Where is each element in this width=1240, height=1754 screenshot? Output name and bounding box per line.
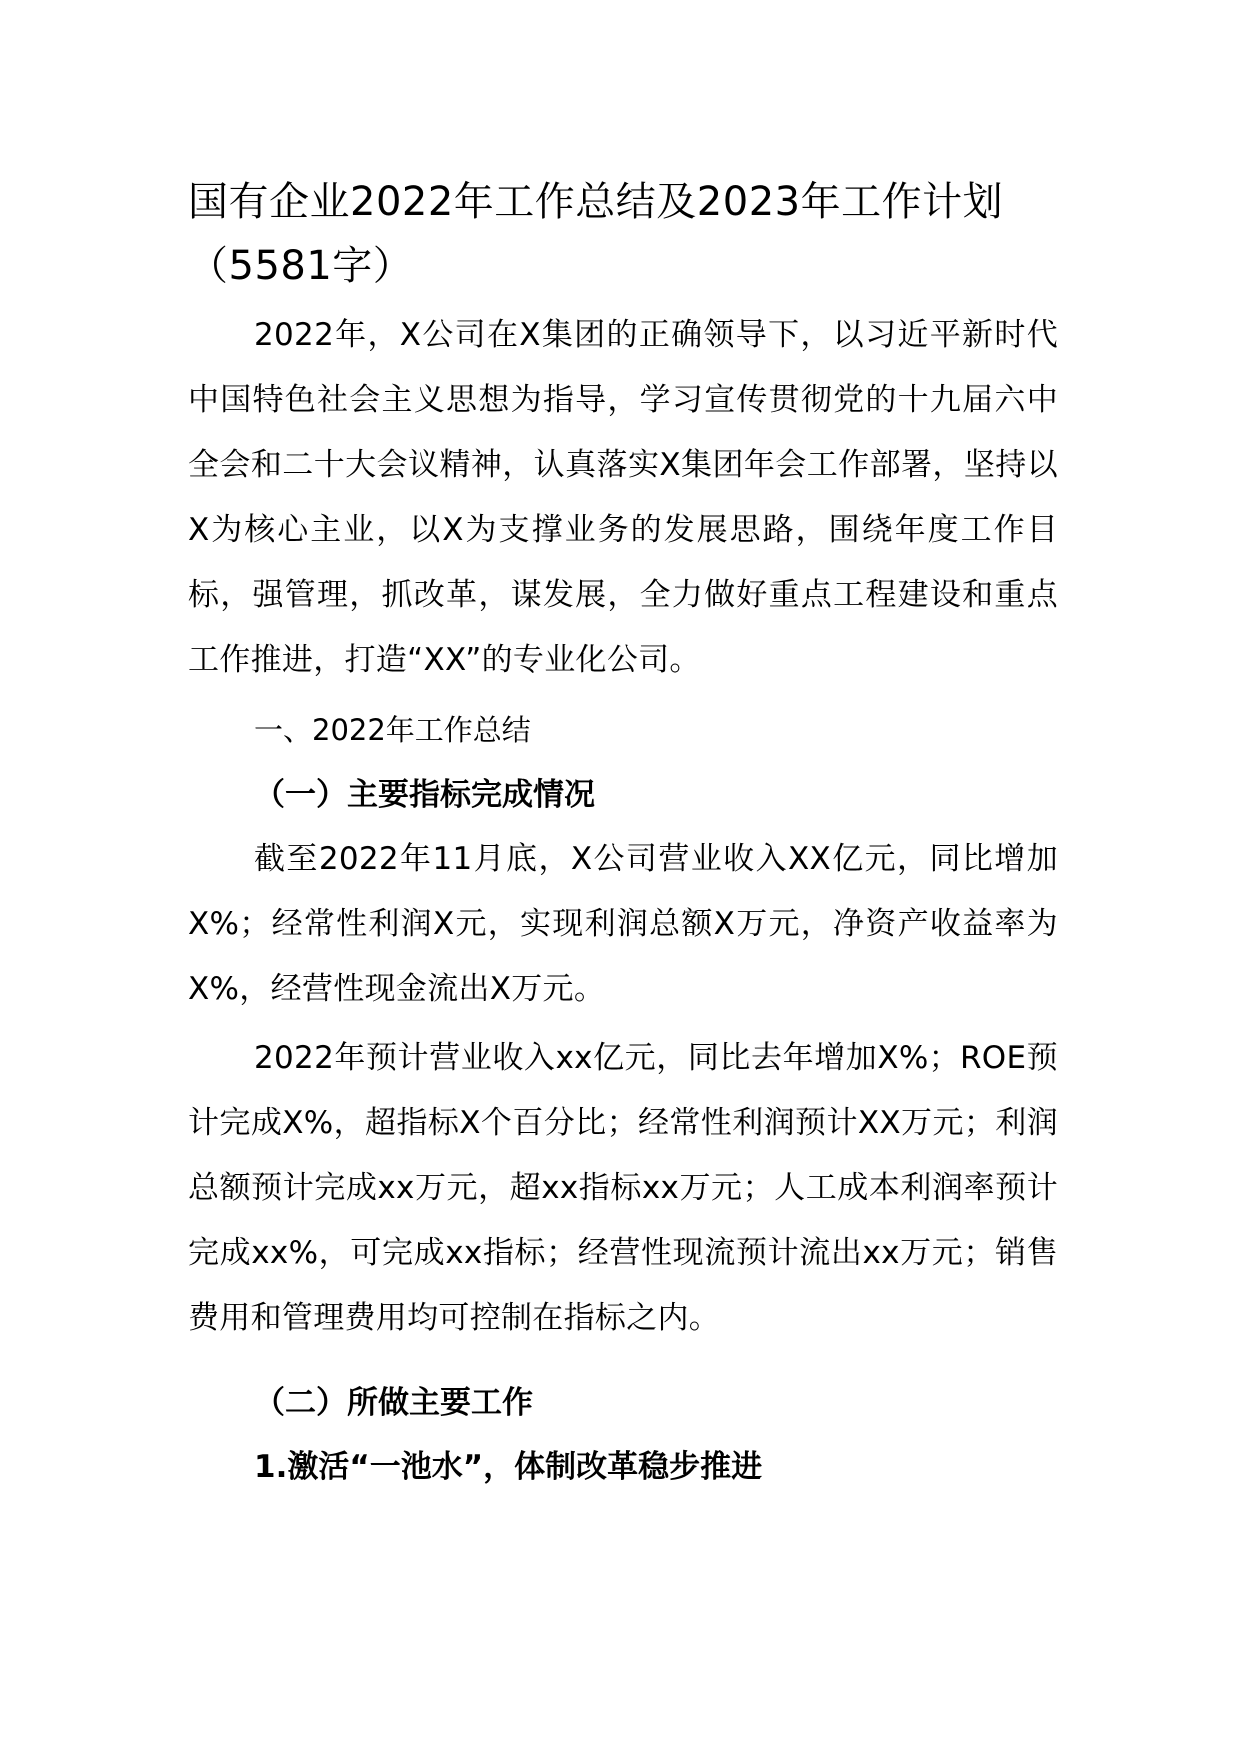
section-heading-2022-summary: 一、2022年工作总结 bbox=[254, 713, 531, 747]
document-title: 国有企业2022年工作总结及2023年工作计划（5581字） bbox=[188, 179, 1004, 289]
subsection-heading-main-indicators: （一）主要指标完成情况 bbox=[254, 777, 595, 813]
indicators-paragraph-1: 截至2022年11月底，X公司营业收入XX亿元，同比增加X%；经常性利润X元，实现利润总额X万元，净资产收益率为X%，经营性现金流出X万元。 bbox=[188, 841, 1058, 1007]
subsection-heading-main-work: （二）所做主要工作 bbox=[254, 1385, 533, 1421]
indicators-paragraph-2: 2022年预计营业收入xx亿元，同比去年增加X%；ROE预计完成X%，超指标X个百分比；经常性利润预计XX万元；利润总额预计完成xx万元，超xx指标xx万元；人工成本利润率预计完成xx%，可完成xx指标；经营性现流预计流出xx万元；销售费用和管理费用均可控制在指标之内。 bbox=[188, 1040, 1058, 1336]
intro-paragraph: 2022年，X公司在X集团的正确领导下，以习近平新时代中国特色社会主义思想为指导，学习宣传贯彻党的十九届六中全会和二十大会议精神，认真落实X集团年会工作部署，坚持以X为核心主业，以X为支撑业务的发展思路，围绕年度工作目标，强管理，抓改革，谋发展，全力做好重点工程建设和重点工作推进，打造“XX”的专业化公司。 bbox=[188, 317, 1058, 678]
item-heading-reform: 1.激活“一池水”，体制改革稳步推进 bbox=[254, 1449, 763, 1485]
document-body bbox=[188, 170, 1058, 1499]
